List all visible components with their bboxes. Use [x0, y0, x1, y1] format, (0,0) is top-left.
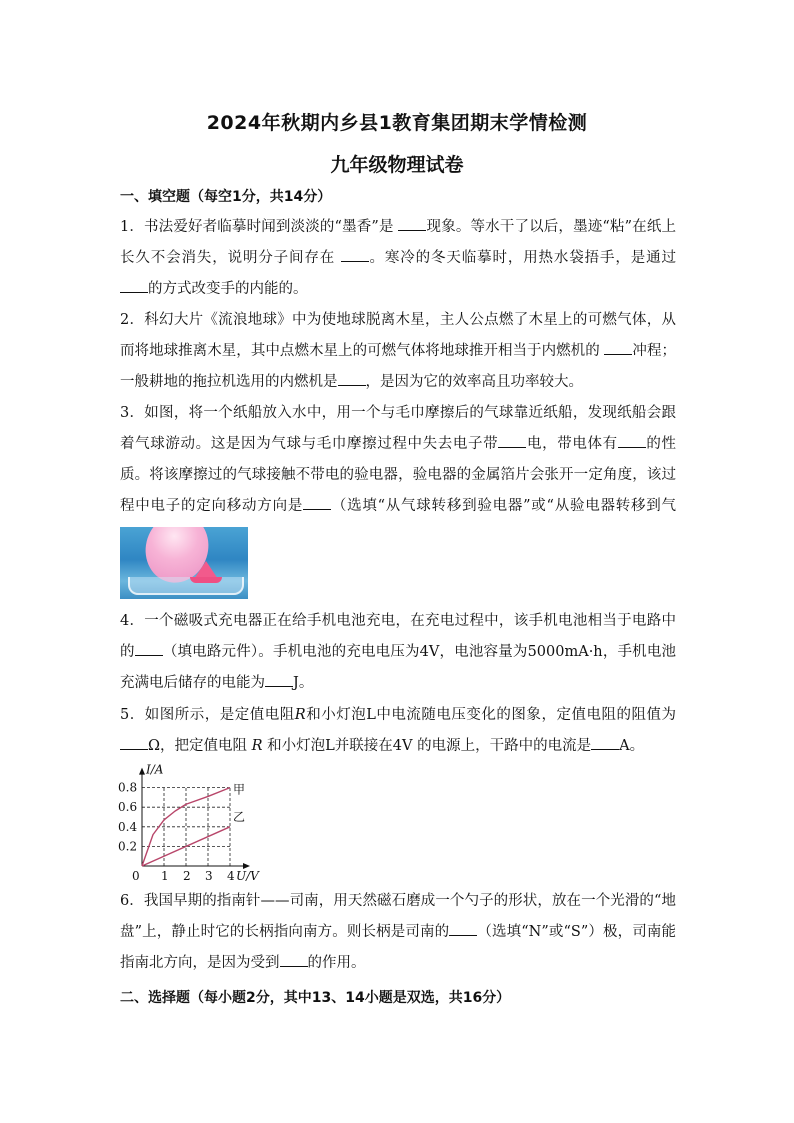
exam-title: 2024年秋期内乡县1教育集团期末学情检测	[206, 112, 588, 134]
section-heading-fill-in: 一、填空题（每空1分，共14分）	[120, 189, 332, 205]
x-tick-label: 1	[161, 869, 169, 882]
answer-blank[interactable]	[498, 433, 526, 448]
water-tray-image	[128, 577, 244, 595]
series-label-2: 乙	[233, 809, 246, 824]
answer-blank[interactable]	[449, 921, 477, 936]
question-1: 1．书法爱好者临摹时闻到淡淡的“墨香”是 现象。等水干了以后，墨迹“粘”在纸上长久不会消失，说明分子间存在 。寒冷的冬天临摹时，用热水袋捂手，是通过 的方式改变手的内能的。	[120, 212, 676, 305]
x-tick-label: 2	[183, 869, 191, 882]
question-3: 3．如图，将一个纸船放入水中，用一个与毛巾摩擦后的气球靠近纸船，发现纸船会跟着气球游动。这是因为气球与毛巾摩擦过程中失去电子带 电，带电体有 的性质。将该摩擦过的气球接触不带电的验电器，验电器的金属箔片会张开一定角度，该过程中电子的定向移动方向是 （选填“从气球转移到验电器”或“从验电器转移到气	[120, 405, 677, 514]
answer-blank[interactable]	[135, 641, 163, 656]
answer-blank[interactable]	[341, 247, 369, 262]
y-axis-arrow	[139, 768, 145, 775]
y-tick-label: 0.4	[118, 819, 138, 834]
question-4: 4．一个磁吸式充电器正在给手机电池充电，在充电过程中，该手机电池相当于电路中的 （填电路元件）。手机电池的充电电压为4V，电池容量为5000mA·h，手机电池充满电后储存的电能为 J。	[120, 613, 676, 691]
question-5: 5．如图所示，是定值电阻R和小灯泡L中电流随电压变化的图象，定值电阻的阻值为Ω，把定值电阻 R 和小灯泡L并联接在4V 的电源上，干路中的电流是 A。	[120, 707, 676, 754]
section-heading-multiple-choice: 二、选择题（每小题2分，其中13、14小题是双选，共16分）	[120, 990, 511, 1006]
answer-blank[interactable]	[265, 672, 293, 687]
y-tick-label: 0.8	[118, 780, 138, 795]
y-axis-label: I/A	[146, 762, 164, 777]
answer-blank[interactable]	[303, 495, 331, 510]
answer-blank[interactable]	[591, 735, 619, 750]
question-6: 6．我国早期的指南针——司南，用天然磁石磨成一个勺子的形状，放在一个光滑的“地盘”上，静止时它的长柄指向南方。则长柄是司南的 （选填“N”或“S”）极，司南能指南北方向，是因为受到 的作用。	[120, 893, 676, 971]
x-axis-label: U/V	[236, 869, 259, 882]
answer-blank[interactable]	[398, 216, 426, 231]
graph-grid	[142, 788, 230, 866]
answer-blank[interactable]	[280, 952, 308, 967]
paper-boat-hull-image	[190, 577, 222, 583]
x-tick-label: 3	[205, 869, 213, 882]
answer-blank[interactable]	[618, 433, 646, 448]
graph-series	[142, 783, 245, 866]
series-label-1: 甲	[233, 782, 246, 797]
current-voltage-graph	[118, 762, 278, 882]
answer-blank[interactable]	[338, 371, 366, 386]
x-tick-label: 0	[132, 869, 140, 882]
question-2: 2．科幻大片《流浪地球》中为使地球脱离木星，主人公点燃了木星上的可燃气体，从而将地球推离木星，其中点燃木星上的可燃气体将地球推开相当于内燃机的 冲程；一般耕地的拖拉机选用的内燃机是 ，是因为它的效率高且功率较大。	[120, 312, 677, 390]
answer-blank[interactable]	[604, 340, 632, 355]
answer-blank[interactable]	[120, 278, 148, 293]
y-tick-label: 0.2	[118, 839, 138, 854]
x-tick-label: 4	[227, 869, 235, 882]
exam-subtitle: 九年级物理试卷	[330, 154, 464, 176]
answer-blank[interactable]	[120, 735, 148, 750]
y-tick-label: 0.6	[118, 800, 138, 815]
balloon-paper-boat-photo	[120, 527, 248, 599]
